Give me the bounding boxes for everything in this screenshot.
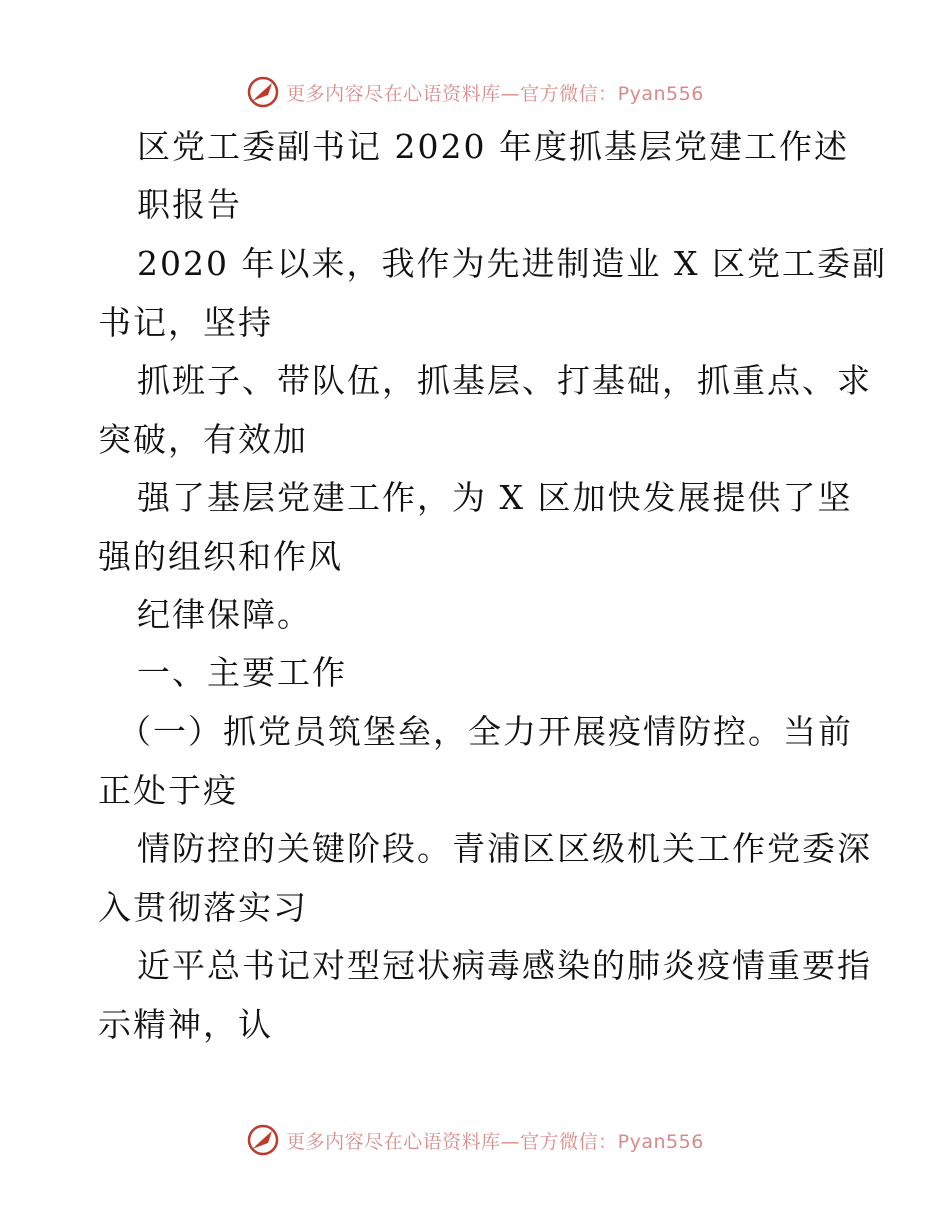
watermark-text: 更多内容尽在心语资料库—官方微信：Pyan556: [286, 82, 704, 105]
paragraph-line: 强的组织和作风: [98, 537, 343, 576]
paragraph-line: （一）抓党员筑堡垒，全力开展疫情防控。当前: [118, 712, 853, 751]
document-title-line-2: 职报告: [137, 185, 242, 224]
paragraph-line: 入贯彻落实习: [98, 888, 308, 927]
quill-logo-icon: [246, 1123, 280, 1157]
paragraph-line: 抓班子、带队伍，抓基层、打基础，抓重点、求: [137, 361, 872, 400]
paragraph-line: 示精神，认: [98, 1005, 273, 1044]
paragraph-line: 强了基层党建工作，为 X 区加快发展提供了坚: [137, 478, 853, 517]
section-heading: 一、主要工作: [137, 653, 347, 692]
document-title-line-1: 区党工委副书记 2020 年度抓基层党建工作述: [137, 127, 849, 166]
watermark-footer: [0, 1120, 950, 1160]
paragraph-line: 近平总书记对型冠状病毒感染的肺炎疫情重要指: [137, 946, 872, 985]
paragraph-line: 书记，坚持: [98, 303, 273, 342]
paragraph-line: 2020 年以来，我作为先进制造业 X 区党工委副: [137, 244, 887, 283]
paragraph-line: 情防控的关键阶段。青浦区区级机关工作党委深: [137, 829, 872, 868]
paragraph-line: 正处于疫: [98, 771, 238, 810]
paragraph-line: 纪律保障。: [137, 595, 312, 634]
paragraph-line: 突破，有效加: [98, 420, 308, 459]
watermark-text: 更多内容尽在心语资料库—官方微信：Pyan556: [286, 1130, 704, 1153]
